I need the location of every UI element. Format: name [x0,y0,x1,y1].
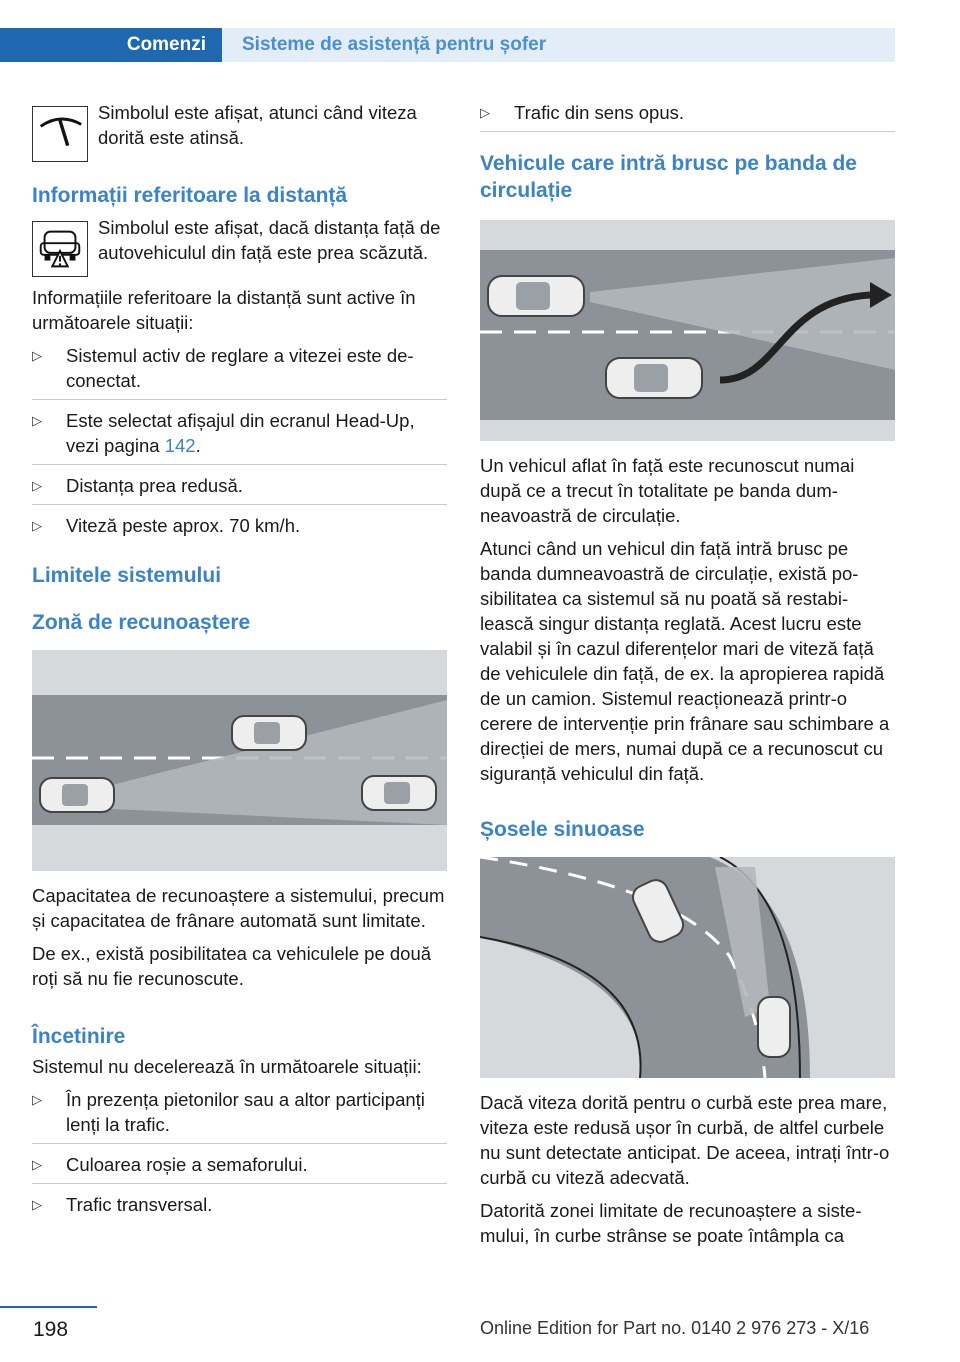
list-item: ▷ În prezența pietonilor sau a altor participanți lenți la trafic. [32,1089,425,1135]
car-icon [606,358,702,398]
section-tab[interactable]: Sisteme de asistență pentru șofer [222,28,895,62]
divider [32,464,447,465]
heading-zone: Zonă de recunoaștere [32,611,251,634]
zone-paragraph-2: De ex., există posibilitatea ca vehiculele pe două roți să nu fie recunoscute. [32,943,432,989]
curves-paragraph-2: Datorită zonei limitate de recunoaștere a sistemului, în curbe strânse se poate întâmpla ca [480,1200,862,1246]
distance-warning-car-icon [32,221,88,277]
heading-distance: Informații referitoare la distanță [32,184,348,207]
divider [32,504,447,505]
bullet-triangle-icon: ▷ [32,1197,42,1212]
list-item: ▷ Trafic transversal. [32,1194,213,1215]
list-item: ▷ Sistemul activ de reglare a vitezei este deconectat. [32,345,414,391]
curves-paragraph-1: Dacă viteza dorită pentru o curbă este prea mare, viteza este redusă ușor în curbă, de altfel curbele nu sunt detectate anticipat. De aceea, intrați într-o curbă cu viteză adecvată. [480,1092,890,1188]
speedometer-needle-icon [32,106,88,162]
car-icon [488,276,584,316]
list-item: ▷ Viteză peste aprox. 70 km/h. [32,515,301,536]
slow-intro: Sistemul nu decelerează în următoarele situații: [32,1056,422,1077]
page-number: 198 [33,1318,69,1341]
bullet-triangle-icon: ▷ [32,1157,42,1172]
cut-in-vehicle-illustration [480,220,895,441]
edition-text: Online Edition for Part no. 0140 2 976 273 - X/16 [480,1318,870,1338]
heading-slowing: Încetinire [32,1025,126,1048]
winding-road-illustration [480,857,895,1078]
left-column [32,100,447,1217]
distance-list [32,343,447,538]
divider [32,399,447,400]
symbol-row-distance [32,215,447,279]
footer-rule [0,1306,97,1308]
cut-in-paragraph-2: Atunci când un vehicul din față intră brusc pe banda dumneavoastră de circulație, există posibilitatea ca sistemul să nu poată să restabilească singur distanța reglată. Acest lucru este valabil și în cazul diferențelor mari de viteză față de vehiculele din față, de ex. la apropierea rapidă de un camion. Sistemul reacționează printr-o cerere de intervenție prin frânare sau schimbare a direcției de mers, numai după ce a recunoscut cu siguranță vehiculul din față. [480,538,890,784]
divider [480,131,895,132]
top-list [480,100,895,125]
symbol-distance-text: Simbolul este afișat, dacă distanța față de autovehiculul din față este prea scăzută. [98,217,441,263]
car-icon [232,716,306,750]
bullet-triangle-icon: ▷ [480,105,490,120]
list-item: ▷ Culoarea roșie a semaforului. [32,1154,308,1175]
list-item: ▷ Trafic din sens opus. [480,102,685,123]
bullet-triangle-icon: ▷ [32,478,42,493]
header-bar [0,28,895,62]
heading-limits: Limitele sistemului [32,564,222,587]
bullet-triangle-icon: ▷ [32,518,42,533]
car-icon [758,997,790,1057]
recognition-zone-illustration [32,650,447,871]
distance-intro: Informațiile referitoare la distanță sunt active în următoarele situații: [32,287,416,333]
divider [32,1143,447,1144]
slow-list [32,1087,447,1217]
page-link[interactable]: 142 [164,435,196,456]
divider [32,1183,447,1184]
right-column [480,100,895,1256]
symbol-row-speed [32,100,447,164]
bullet-triangle-icon: ▷ [32,348,42,363]
car-icon [40,778,114,812]
chapter-tab[interactable]: Comenzi [0,28,222,62]
heading-cut-in: Vehicule care intră brusc pe banda de circulație [480,152,857,202]
car-icon [362,776,436,810]
bullet-triangle-icon: ▷ [32,413,42,428]
list-item: ▷ Este selectat afișajul din ecranul Head-Up, vezi pagina 142. [32,410,415,456]
heading-winding-roads: Șosele sinuoase [480,818,645,841]
list-item: ▷ Distanța prea redusă. [32,475,243,496]
cut-in-paragraph-1: Un vehicul aflat în față este recunoscut numai după ce a trecut în totalitate pe banda dumneavoastră de circulație. [480,455,855,526]
zone-paragraph-1: Capacitatea de recunoaștere a sistemului, precum și capacitatea de frânare automată sunt limitate. [32,885,445,931]
symbol-speed-text: Simbolul este afișat, atunci când viteza dorită este atinsă. [98,102,417,148]
bullet-triangle-icon: ▷ [32,1092,42,1107]
